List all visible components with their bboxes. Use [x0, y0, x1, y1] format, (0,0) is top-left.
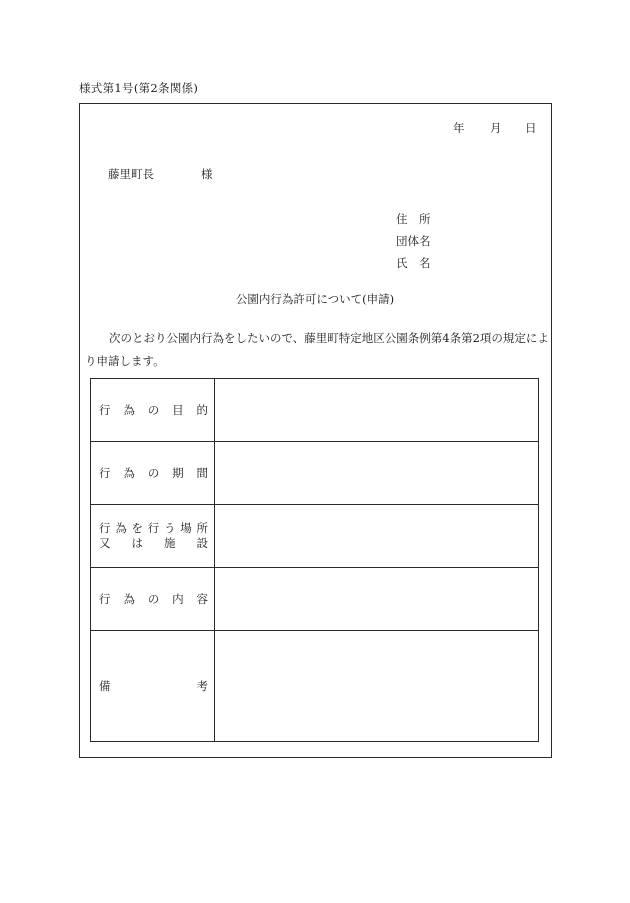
document-title: 公園内行為許可について(申請) [235, 292, 395, 306]
applicant-name-label: 氏 名 [396, 256, 431, 270]
body-paragraph [85, 327, 550, 373]
remarks-value-cell[interactable] [215, 631, 539, 742]
addressee-name: 藤里町長 [108, 167, 154, 181]
table-row [91, 631, 539, 742]
purpose-value-cell[interactable] [215, 379, 539, 442]
table-row [91, 505, 539, 568]
addressee-honorific: 様 [201, 167, 213, 181]
table-row [91, 442, 539, 505]
location-label-line-1: 行 為 を 行 う 場 所 [99, 521, 208, 535]
body-line-2: り申請します。 [85, 354, 165, 368]
table-row [91, 379, 539, 442]
applicant-address-label: 住 所 [396, 212, 431, 226]
period-label-cell [91, 442, 215, 505]
location-value-cell[interactable] [215, 505, 539, 568]
remarks-label: 備 考 [99, 678, 208, 693]
applicant-organization-label: 団体名 [396, 234, 431, 248]
form-number-caption: 様式第1号(第2条関係) [79, 81, 199, 95]
remarks-label-cell [91, 631, 215, 742]
month-label: 月 [490, 121, 502, 135]
location-label-line-2: 又 は 施 設 [99, 536, 208, 550]
day-label: 日 [525, 121, 537, 135]
body-line-1: 次のとおり公園内行為をしたいので、藤里町特定地区公園条例第4条第2項の規定によ [109, 331, 549, 345]
table-row [91, 568, 539, 631]
period-label: 行 為 の 期 間 [99, 465, 208, 480]
location-label-cell [91, 505, 215, 568]
purpose-label-cell [91, 379, 215, 442]
purpose-label: 行 為 の 目 的 [99, 402, 208, 417]
period-value-cell[interactable] [215, 442, 539, 505]
content-value-cell[interactable] [215, 568, 539, 631]
content-label: 行 為 の 内 容 [99, 591, 208, 606]
content-label-cell [91, 568, 215, 631]
year-label: 年 [453, 121, 465, 135]
application-table [90, 378, 539, 742]
addressee [108, 166, 213, 182]
